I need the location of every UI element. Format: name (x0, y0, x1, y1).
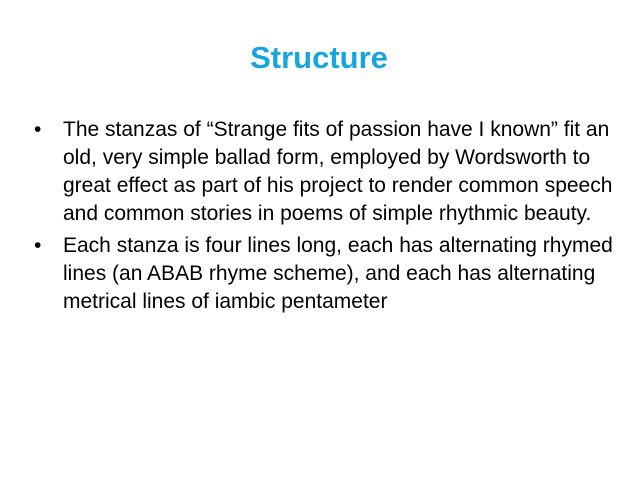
bullet-icon: • (34, 118, 42, 141)
slide-title: Structure (250, 40, 388, 75)
bullet-item (34, 116, 614, 228)
bullet-text: The stanzas of “Strange fits of passion have I known” fit an old, very simple ballad form, employed by Wordsworth to great effect as part of his project to render common speech and common stories in poems of simple rhythmic beauty. (63, 118, 613, 225)
bullet-item (34, 232, 614, 316)
bullet-icon: • (34, 234, 42, 257)
bullet-list (34, 116, 614, 320)
bullet-text: Each stanza is four lines long, each has alternating rhymed lines (an ABAB rhyme scheme), and each has alternating metrical lines of iambic pentameter (63, 234, 613, 313)
